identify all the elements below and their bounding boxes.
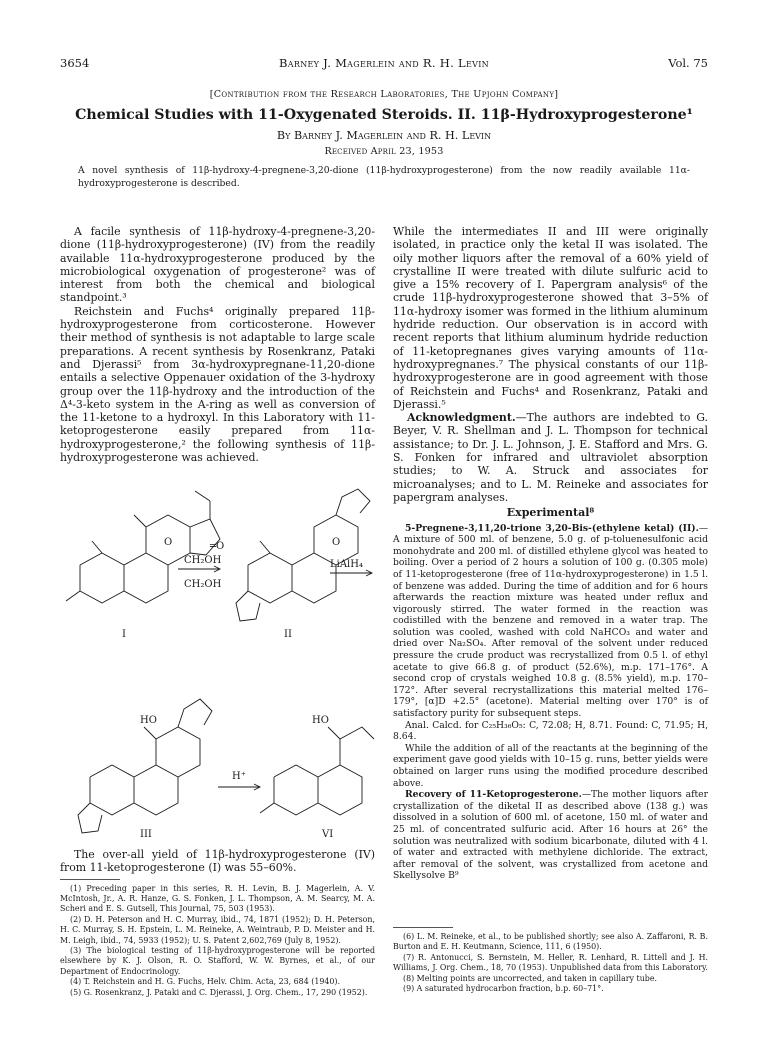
experimental-heading: Experimental⁸ xyxy=(506,506,595,520)
reagent-acid: H⁺ xyxy=(232,771,246,782)
experimental-section xyxy=(393,523,708,882)
contribution-line: [Contribution from the Research Laboratories, The Upjohn Company] xyxy=(209,89,559,100)
compound-iii-ketal-top xyxy=(178,699,212,727)
acknowledgment-paragraph xyxy=(393,411,708,504)
footnotes-right xyxy=(393,932,708,994)
atom-ho-2: HO xyxy=(312,715,329,726)
compound-i-ring-b xyxy=(124,553,168,603)
footnote-9: (9) A saturated hydrocarbon fraction, b.p. 60–71°. xyxy=(403,984,604,994)
experimental-paragraph-1 xyxy=(393,523,708,720)
label-compound-ii: II xyxy=(284,629,292,640)
byline: By Barney J. Magerlein and R. H. Levin xyxy=(276,129,492,142)
reaction-scheme-drawing xyxy=(60,487,375,839)
abstract: A novel synthesis of 11β-hydroxy-4-pregnene-3,20-dione (11β-hydroxyprogesterone) from the now readily available 11α-hydroxyprogesterone is described. xyxy=(78,165,690,189)
left-column-bottom xyxy=(60,848,375,998)
experimental-2-text: —The mother liquors after crystallization of the diketal II as described above (138 g.) was dissolved in a solution of 600 ml. of acetone, 150 ml. of water and 25 ml. of concentrated sulfuric acid. After 16 hours at 26° the solution was neutralized with sodium bicarbonate, diluted with 4 l. of water and extracted with methylene dichloride. The extract, after removal of the solvent, was crystallized from acetone and Skellysolve B⁹ xyxy=(393,789,708,882)
volume-number: Vol. 75 xyxy=(668,56,708,70)
footnote-4: (4) T. Reichstein and H. G. Fuchs, Helv. Chim. Acta, 23, 684 (1940). xyxy=(70,977,340,987)
experimental-1-text: —A mixture of 500 ml. of benzene, 5.0 g. of p-toluenesulfonic acid monohydrate and 200 ml. of distilled ethylene glycol was heated to boiling. Over a period of 2 hours a solution of 100 g. (0.305 mole) of 11-ketoprogesterone (free of 11α-hydroxyprogesterone) in 1.5 l. of benzene was added. During the time of addition and for 6 hours afterwards the reaction mixture was heated under reflux and vigorously stirred. The water formed in the reaction was codistilled with the benzene and removed in a water trap. The solution was cooled, washed with cold NaHCO₃ and water and dried over Na₂SO₄. After removal of the solvent under reduced pressure the crude product was recrystallized from 0.5 l. of ethyl acetate to give 66.8 g. of product (52.6%), m.p. 171–176°. A second crop of crystals weighed 10.8 g. (8.5% yield), m.p. 170–172°. After several recrystallizations this material melted 176–179°, [α]D +2.5° (acetone). Material melting over 170° is of satisfactory purity for subsequent steps. xyxy=(393,522,708,720)
running-authors: Barney J. Magerlein and R. H. Levin xyxy=(279,56,489,70)
intro-paragraph-1: A facile synthesis of 11β-hydroxy-4-pregnene-3,20-dione (11β-hydroxyprogesterone) (IV) from the readily available 11α-hydroxyprogesterone produced by the microbiological oxygenation of progesterone² was of interest from both the chemical and biological standpoint.³ xyxy=(60,225,375,305)
compound-ii-ketal-top xyxy=(336,489,370,515)
article-title: Chemical Studies with 11-Oxygenated Steroids. II. 11β-Hydroxyprogesterone¹ xyxy=(75,107,693,123)
label-compound-vi: VI xyxy=(322,829,334,839)
footnote-5: (5) G. Rosenkranz, J. Pataki and C. Djerassi, J. Org. Chem., 17, 290 (1952). xyxy=(70,987,368,997)
footnote-8: (8) Melting points are uncorrected, and taken in capillary tube. xyxy=(403,973,658,983)
page-number: 3654 xyxy=(60,56,90,70)
acknowledgment-heading: Acknowledgment. xyxy=(407,411,516,425)
compound-iii-ring-c xyxy=(156,727,200,777)
atom-o-1: O xyxy=(164,537,173,548)
footnotes-right-block xyxy=(393,923,708,994)
experimental-paragraph-2 xyxy=(393,789,708,882)
atom-ho-1: HO xyxy=(140,715,157,726)
left-column xyxy=(60,225,375,464)
compound-iii-ring-b xyxy=(134,765,178,815)
footnote-6: (6) L. M. Reineke, et al., to be published shortly; see also A. Zaffaroni, R. B. Burton and E. H. Keutmann, Science, 111, 6 (1950). xyxy=(393,932,708,952)
compound-vi-ring-a xyxy=(274,765,318,815)
footnotes-left xyxy=(60,884,375,998)
footnote-1: (1) Preceding paper in this series, R. H. Levin, B. J. Magerlein, A. V. McIntosh, Jr., A. R. Hanze, G. S. Fonken, J. L. Thompson, A. M. Searcy, M. A. Scheri and E. S. Gutsell, This Journal, 75, 503 (1953). xyxy=(60,883,375,914)
footnote-2: (2) D. H. Peterson and H. C. Murray, ibid., 74, 1871 (1952); D. H. Peterson, H. C. Murray, S. H. Epstein, L. M. Reineke, A. Weintraub, P. D. Meister and H. M. Leigh, ibid., 74, 5933 (1952); U. S. Patent 2,602,769 (July 8, 1952). xyxy=(60,914,375,945)
right-column xyxy=(393,225,708,882)
experimental-paragraph-1b: While the addition of all of the reactants at the beginning of the experiment gave good yields with 10–15 g. runs, better yields were obtained on larger runs using the modified procedure described above. xyxy=(393,742,708,789)
footnote-3: (3) The biological testing of 11β-hydroxyprogesterone will be reported elsewhere by K. J. Olson, R. O. Stafford, W. W. Byrnes, et al., of our Department of Endocrinology. xyxy=(60,946,375,976)
acknowledgment-text: —The authors are indebted to G. Beyer, V. R. Shellman and J. L. Thompson for technical assistance; to Dr. J. L. Johnson, J. E. Stafford and Mrs. G. S. Fonken for infrared and ultraviolet absorption studies; to W. A. Struck and associates for microanalyses; and to L. M. Reineke and associates for papergram analyses. xyxy=(393,411,708,504)
compound-i-ring-a xyxy=(80,553,124,603)
intro-paragraph-2: Reichstein and Fuchs⁴ originally prepared 11β-hydroxyprogesterone from corticosterone. However their method of synthesis is not adaptable to large scale preparations. A recent synthesis by Rosenkranz, Pataki and Djerassi⁵ from 3α-hydroxypregnane-11,20-dione entails a selective Oppenauer oxidation of the 3-hydroxy group over the 11β-hydroxy and the introduction of the Δ⁴-3-keto system in the A-ring as well as conversion of the 11-ketone to a hydroxyl. In this Laboratory with 11-ketoprogesterone easily prepared from 11α-hydroxyprogesterone,² the following synthesis of 11β-hydroxyprogesterone was achieved. xyxy=(60,304,375,465)
analysis-line: Anal. Calcd. for C₂₅H₃₆O₅: C, 72.08; H, 8.71. Found: C, 71.95; H, 8.64. xyxy=(393,719,708,743)
reagent-glycol-bottom: CH₂OH xyxy=(184,579,222,590)
compound-vi-ring-b xyxy=(318,765,362,815)
reagent-lialh4: LiAlH₄ xyxy=(330,559,363,570)
experimental-1-heading: 5-Pregnene-3,11,20-trione 3,20-Bis-(ethylene ketal) (II). xyxy=(405,522,699,534)
experimental-2-heading: Recovery of 11-Ketoprogesterone. xyxy=(405,789,582,801)
footnote-7: (7) R. Antonucci, S. Bernstein, M. Heller, R. Lenhard, R. Littell and J. H. Williams, J. Org. Chem., 18, 70 (1953). Unpublished data from this Laboratory. xyxy=(393,952,708,973)
footnote-rule xyxy=(60,879,120,880)
label-compound-iii: III xyxy=(140,829,152,839)
running-header xyxy=(60,56,708,72)
reaction-scheme xyxy=(60,487,375,839)
compound-iii-ring-a xyxy=(90,765,134,815)
atom-o-2: O xyxy=(332,537,341,548)
compound-ii-ring-a xyxy=(248,553,292,603)
overall-yield-paragraph: The over-all yield of 11β-hydroxyprogesterone (IV) from 11-ketoprogesterone (I) was 55–60%. xyxy=(60,848,375,875)
received-date: Received April 23, 1953 xyxy=(324,146,444,157)
footnote-rule-right xyxy=(393,927,453,928)
compound-vi-ring-c xyxy=(340,727,374,765)
reagent-glycol-top: CH₂OH xyxy=(184,555,222,566)
label-compound-i: I xyxy=(122,629,126,640)
atom-eq-o: ═O xyxy=(210,541,225,552)
results-paragraph: While the intermediates II and III were originally isolated, in practice only the ketal II was isolated. The oily mother liquors after the removal of a 60% yield of crystalline II were treated with dilute sulfuric acid to give a 15% recovery of I. Papergram analysis⁶ of the crude 11β-hydroxyprogesterone showed that 3–5% of 11α-hydroxy isomer was formed in the lithium aluminum hydride reduction. Our observation is in accord with recent reports that lithium aluminum hydride reduction of 11-ketopregnanes gives varying amounts of 11α-hydroxypregnanes.⁷ The physical constants of our 11β-hydroxyprogesterone are in good agreement with those of Reichstein and Fuchs⁴ and Rosenkranz, Pataki and Djerassi.⁵ xyxy=(393,225,708,411)
